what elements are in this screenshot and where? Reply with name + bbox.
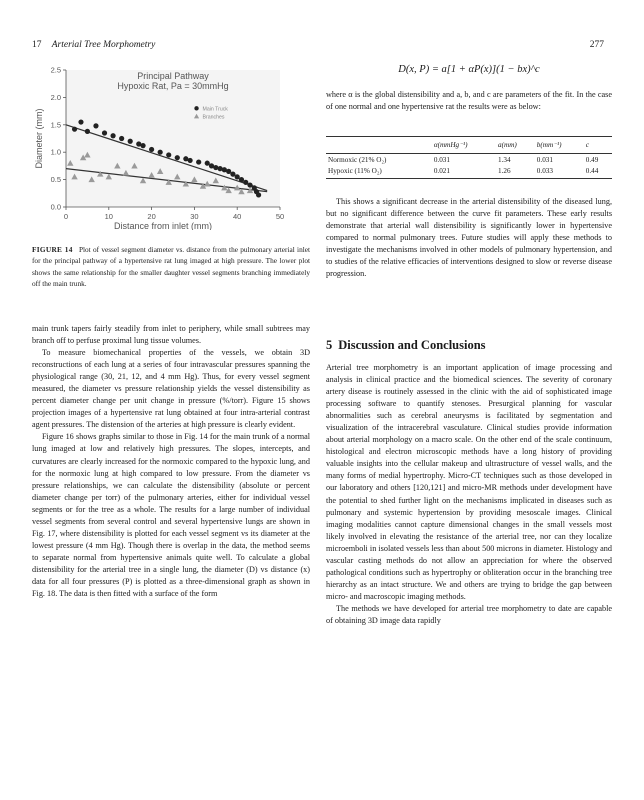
legend-label: Main Truck xyxy=(202,106,228,113)
x-tick-label: 50 xyxy=(275,212,285,221)
page-number: 277 xyxy=(589,40,604,50)
table-cell: Hypoxic (11% O₂) xyxy=(326,165,432,179)
chart-subtitle: Hypoxic Rat, Pa = 30mmHg xyxy=(117,81,229,91)
section-number: 5 xyxy=(326,338,333,352)
data-point-main-trunk xyxy=(128,139,133,144)
data-point-main-trunk xyxy=(239,177,244,182)
table-header-cell: b(mm⁻¹) xyxy=(535,137,584,154)
data-point-main-trunk xyxy=(205,161,210,166)
body-paragraph: where α is the global distensibility and a, b, and c are parameters of the fit. In the case of one normal and one hypertensive rat the results were as below: xyxy=(326,90,612,112)
data-point-main-trunk xyxy=(247,182,252,187)
data-point-main-trunk xyxy=(188,158,193,163)
data-point-main-trunk xyxy=(78,119,83,124)
table-header-cell: α(mmHg⁻¹) xyxy=(432,137,496,154)
section-heading xyxy=(326,338,612,353)
results-section xyxy=(326,196,612,280)
left-column xyxy=(32,323,310,600)
discussion-section xyxy=(326,362,612,627)
legend-label: Branches xyxy=(202,114,225,121)
data-point-main-trunk xyxy=(158,150,163,155)
data-point-main-trunk xyxy=(140,143,145,148)
data-point-main-trunk xyxy=(226,169,231,174)
data-point-main-trunk xyxy=(166,152,171,157)
section-title: Discussion and Conclusions xyxy=(338,338,486,352)
data-point-main-trunk xyxy=(93,123,98,128)
body-paragraph: main trunk tapers fairly steadily from inlet to periphery, while small subtrees may branch off to perfuse proximal lung tissue volumes. xyxy=(32,324,310,346)
y-axis-label: Diameter (mm) xyxy=(34,108,44,169)
body-paragraph: Figure 16 shows graphs similar to those in Fig. 14 for the main trunk of a normal lung imaged at low and relatively high pressures. The slopes, intercepts, and curvatures are clearly increased for the normoxic compared to the hypoxic lung, and for the normoxic lung at high compared to low pressure. From the diameter vs pressure relationships, we can calculate the distensibility (absolute or percent diameter change per torr) of the pulmonary arteries, either for individual vessel segments or for the tree as a whole. The results for a large number of individual vessel segments from several control and several hypertensive lungs are shown in Fig. 17, where distensibility is plotted for each vessel segment vs its diameter at the lowest pressure (4 mm Hg). Though there is overlap in the data, the method seems to separate normal from hypertensive animals quite well. To calculate a global distensibility for the arterial tree in a single lung, the diameter (D) vs distance (x) data for all four pressures (P) is plotted as a three-dimensional graph as shown in Fig. 18. The data is then fitted with a surface of the form xyxy=(32,432,310,599)
x-tick-label: 10 xyxy=(104,212,113,221)
x-tick-label: 0 xyxy=(63,212,69,221)
data-point-main-trunk xyxy=(256,192,261,197)
data-point-main-trunk xyxy=(230,172,235,177)
data-point-main-trunk xyxy=(110,133,115,138)
body-paragraph: Arterial tree morphometry is an important application of image processing and analysis in clinical practice and the biomedical sciences. The severity of coronary artery disease is routinely assessed in the clinic with the aid of sophisticated image processing software to quantify stenoses. Presurgical planning for vascular abnormalities such as cerebral aneurysms is facilitated by segmentation and visualization of the intracerebral vasculature. Clinical studies provide information about arterial morphology on a macro scale. On the other end of the scale continuum, histological and electron microscopic methods have a long history of providing valuable insights into the cellular makeup and ultrastructure of vessel walls, and the many forms of medial hypertrophy. Micro-CT techniques such as those developed in our laboratory and others [120,121] and micro-MR methods under development have the potential to shed further light on the mechanisms implicated in diseases such as pulmonary and systemic hypertension by providing mesoscale images. Clinical imaging modalities cannot capture dimensional changes in the small vessels most likely involved in elevating the resistance of the arterial tree, nor can they localize microemboli in isolated vessels less than about 500 microns in diameter. Histology and vascular casting methods do not allow an appreciation for where the observed pathological conditions such as hypertrophy or obliteration occur in the branching tree hierarchy as an intact structure. We and others are trying to bridge the gap between micro- and macroscopic imaging methods. xyxy=(326,363,612,601)
x-tick-label: 20 xyxy=(147,212,156,221)
y-tick-label: 1.0 xyxy=(50,147,61,157)
y-tick-label: 0.0 xyxy=(50,202,61,212)
distensibility-equation: D(x, P) = a[1 + αP(x)](1 − bx)^c xyxy=(398,64,540,75)
body-paragraph: This shows a significant decrease in the arterial distensibility of the diseased lung, but no significant difference between the curve fit parameters. These early results demonstrate that arterial wall distensibility is significantly lower in hypertensive compared to normal pulmonary trees. Future studies will apply these methods to investigate the mechanisms involved in other models of pulmonary hypertension, and to studies of the relative efficacies of interventions designed to slow or reverse disease progression. xyxy=(326,197,612,279)
data-point-main-trunk xyxy=(119,136,124,141)
y-tick-label: 0.5 xyxy=(50,175,61,185)
chapter-title: Arterial Tree Morphometry xyxy=(51,40,156,50)
table-cell: 0.031 xyxy=(536,156,553,164)
x-tick-label: 40 xyxy=(233,212,242,221)
x-tick-label: 30 xyxy=(190,212,199,221)
data-point-main-trunk xyxy=(243,180,248,185)
data-point-main-trunk xyxy=(72,127,77,132)
table-header-cell: a(mm) xyxy=(496,137,535,154)
table-cell: 0.021 xyxy=(432,165,496,179)
data-point-main-trunk xyxy=(235,174,240,179)
table-cell: 0.44 xyxy=(584,165,612,179)
data-point-main-trunk xyxy=(149,147,154,152)
table-cell: 1.26 xyxy=(496,165,535,179)
running-header xyxy=(32,40,155,50)
body-paragraph: The methods we have developed for arterial tree morphometry to date are capable of obtaining 3D image data rapidly xyxy=(326,603,612,625)
figure-caption-label: FIGURE 14 xyxy=(32,245,73,254)
params-intro xyxy=(326,89,612,113)
table-header-cell xyxy=(326,137,432,154)
table-header-row xyxy=(326,137,612,154)
table-cell: 0.031 xyxy=(433,156,450,164)
y-tick-label: 1.5 xyxy=(50,120,61,130)
figure-caption xyxy=(32,244,310,290)
figure-caption-text: Plot of vessel segment diameter vs. distance from the pulmonary arterial inlet for the principal pathway of a hypertensive rat lung imaged at high pressure. The lower plot shows the same relationship for the smaller daughter vessel segments branching immediately off the main trunk. xyxy=(32,245,311,289)
data-point-main-trunk xyxy=(102,130,107,135)
table-row xyxy=(326,165,612,179)
table-row xyxy=(326,154,612,166)
table-cell: Normoxic (21% O₂) xyxy=(328,156,387,164)
chapter-number: 17 xyxy=(32,40,42,50)
figure-14-chart xyxy=(30,62,312,230)
body-paragraph: To measure biomechanical properties of the vessels, we obtain 3D reconstructions of each lung at a series of four intravascular pressures spanning the physiological range (30, 21, 12, and 4 mm Hg). Thus, for every vessel segment measured, the diameter vs pressure relationship yields the vessel distensibility as percent diameter change per unit change in pressure (%/torr). Figure 15 shows projection images of a hypertensive rat lung obtained at four intra-arterial contrast agent pressures. The distension of the arteries at high pressure is clearly evident. xyxy=(32,348,310,430)
fit-parameter-table xyxy=(326,136,612,179)
data-point-main-trunk xyxy=(85,129,90,134)
y-tick-label: 2.0 xyxy=(50,92,61,102)
x-axis-label: Distance from inlet (mm) xyxy=(113,221,213,230)
table-cell: 1.34 xyxy=(498,156,511,164)
legend-marker-main-trunk xyxy=(194,106,198,110)
table-cell: 0.033 xyxy=(535,165,584,179)
data-point-main-trunk xyxy=(196,159,201,164)
y-tick-label: 2.5 xyxy=(50,65,61,75)
table-header-cell: c xyxy=(584,137,612,154)
table-cell: 0.49 xyxy=(585,156,599,164)
data-point-main-trunk xyxy=(175,155,180,160)
chart-title: Principal Pathway xyxy=(137,71,209,81)
